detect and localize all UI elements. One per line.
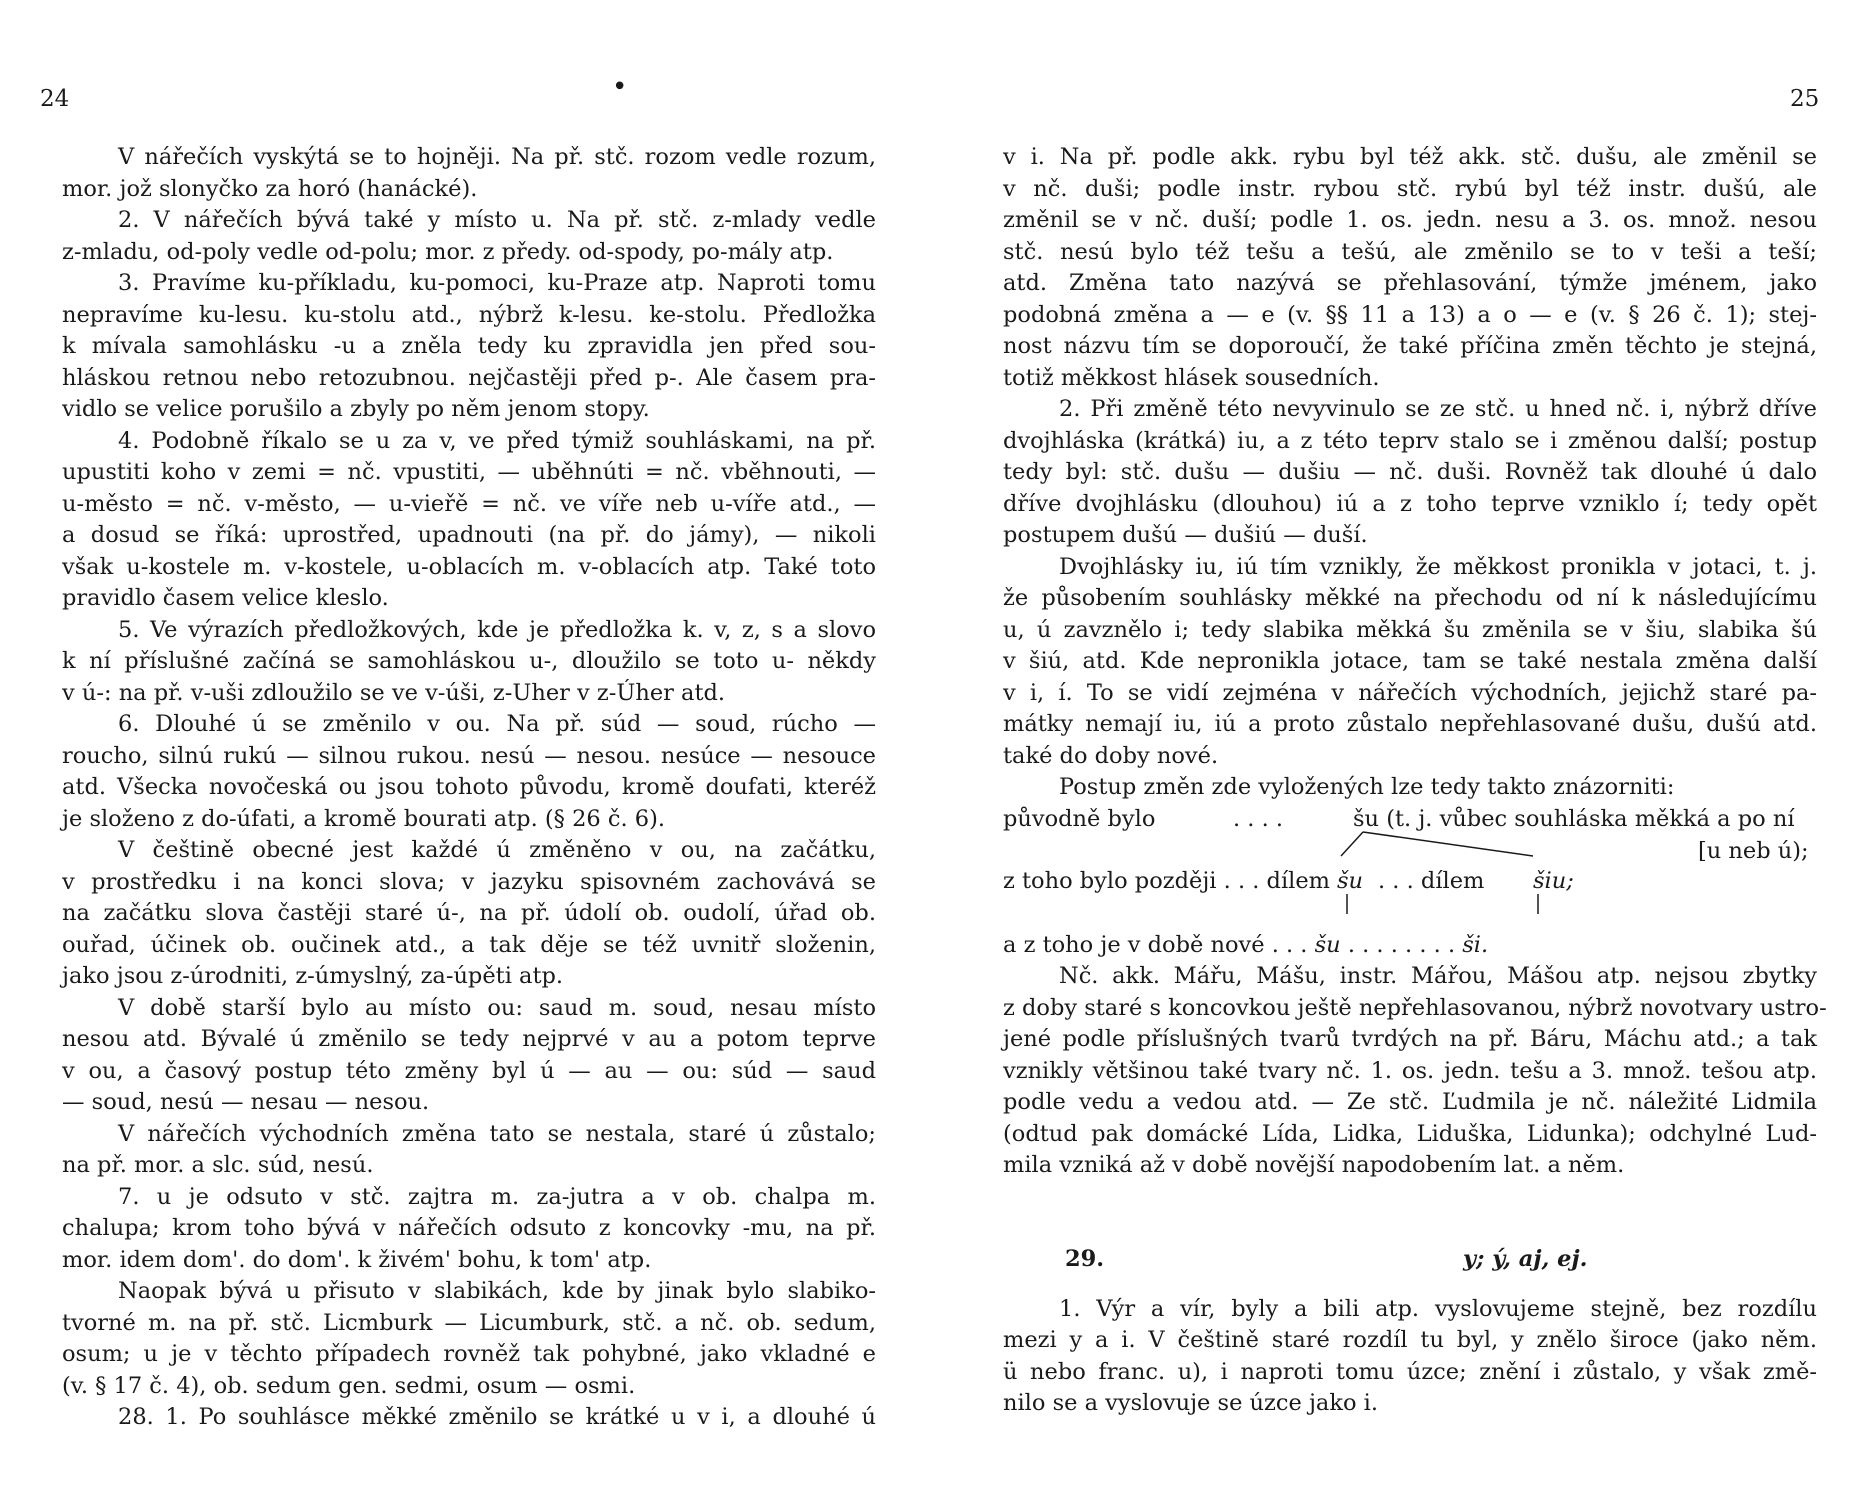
text-line: v ou, a časový postup této změny byl ú — au — ou: súd — saud [62,1057,876,1084]
text-line: upustiti koho v zemi = nč. vpustiti, — uběhnúti = nč. vběhnouti, — [62,459,876,485]
right-page-text [1003,142,1827,1420]
text-line: je složeno z do-úfati, a kromě bourati atp. (§ 26 č. 6). [62,805,666,832]
diagram-row2-label: z toho bylo později . . . dílem [1003,867,1330,894]
text-line: — soud, nesú — nesau — nesou. [62,1089,430,1115]
text-line: 6. Dlouhé ú se změnilo v ou. Na př. súd — soud, rúcho — [118,711,876,737]
text-line: na př. mor. a slc. súd, nesú. [62,1152,374,1178]
text-line: také do doby nové. [1003,742,1219,769]
text-line: mezi y a i. V češtině staré rozdíl tu byl, y znělo široce (jako něm. [1003,1327,1817,1353]
text-line: podle vedu a vedou atd. — Ze stč. Ľudmila je nč. náležité Lidmila [1003,1089,1817,1115]
text-line: v i, í. To se vidí zejména v nářečích východních, jejichž staré pa- [1003,679,1817,706]
text-line: 7. u je odsuto v stč. zajtra m. za-jutra a v ob. chalpa m. [118,1183,876,1210]
text-line: V době starší bylo au místo ou: saud m. soud, nesau místo [118,994,876,1021]
text-line: u-město = nč. v-město, — u-vieřě = nč. ve víře neb u-víře atd., — [62,490,876,517]
text-line: v šiú, atd. Kde nepronikla jotace, tam se také nestala změna další [1003,648,1817,674]
text-line: atd. Změna tato nazývá se přehlasování, týmže jménem, jako [1003,270,1817,296]
text-line: 3. Pravíme ku-příkladu, ku-pomoci, ku-Praze atp. Naproti tomu [118,270,876,296]
text-line: hláskou retnou nebo retozubnou. nejčastěji před p-. Ale časem pra- [62,364,876,391]
diagram-row3-label: a z toho je v době nové . . . [1003,931,1308,958]
text-line: V češtině obecné jest každé ú změněno v ou, na začátku, [118,837,876,863]
text-line: z-mladu, od-poly vedle od-polu; mor. z předy. od-spody, po-mály atp. [62,238,834,265]
page-number-left: 24 [40,86,70,112]
text-line: však u-kostele m. v-kostele, u-oblacích m. v-oblacích atp. Také toto [62,553,876,580]
section-title: y; ý, aj, ej. [1463,1245,1588,1272]
branch-line-right [1363,832,1533,856]
section-gap [1003,1182,1817,1240]
text-line: V nářečích vyskýtá se to hojněji. Na př. stč. rozom vedle rozum, [118,144,876,170]
text-line: nesou atd. Bývalé ú změnilo se tedy nejprvé v au a potom teprve [62,1026,876,1052]
text-line: totiž měkkost hlásek sousedních. [1003,364,1380,391]
text-line: osum; u je v těchto případech rovněž tak pohybné, jako vkladné e [62,1341,876,1367]
text-line: atd. Všecka novočeská ou jsou tohoto původu, kromě doufati, kteréž [62,774,876,800]
diagram-row3-b: ši. [1462,931,1489,958]
text-line: Dvojhlásky iu, iú tím vznikly, že měkkost pronikla v jotaci, t. j. [1059,553,1817,580]
text-line: nilo se a vyslovuje se úzce jako i. [1003,1390,1379,1416]
text-line: 5. Ve výrazích předložkových, kde je předložka k. v, z, s a slovo [118,616,876,643]
text-line: podobná změna a — e (v. §§ 11 a 13) a o — e (v. § 26 č. 1); stej- [1003,301,1817,328]
text-line: a dosud se říká: uprostřed, upadnouti (na př. do jámy), — nikoli [62,522,876,548]
text-line: vidlo se velice porušilo a zbyly po něm jenom stopy. [62,396,650,422]
text-line: postupem dušú — dušiú — duší. [1003,522,1368,548]
text-line: v ú-: na př. v-uši zdloužilo se ve v-úši, z-Uher v z-Úher atd. [62,679,726,706]
text-line: ü nebo franc. u), i naproti tomu úzce; znění i zůstalo, y však změ- [1003,1358,1817,1385]
text-line: stč. nesú bylo též tešu a tešú, ale změnilo se to v teši a teší; [1003,238,1817,265]
text-line: nepravíme ku-lesu. ku-stolu atd., nýbrž k-lesu. ke-stolu. Předložka [62,301,876,328]
text-line: 1. Výr a vír, byly a bili atp. vyslovujeme stejně, bez rozdílu [1059,1295,1817,1322]
diagram-row2-a: šu [1337,867,1364,894]
text-line: mor. idem dom'. do dom'. k živém' bohu, k tom' atp. [62,1246,652,1273]
diagram-row2-mid: . . . dílem [1378,867,1485,894]
text-line: mila vzniká až v době novější napodobením lat. a něm. [1003,1152,1625,1178]
text-line: tvorné m. na př. stč. Licmburk — Licumburk, stč. a nč. ob. sedum, [62,1309,876,1336]
diagram-row3-a: šu [1314,931,1341,958]
text-line: dříve dvojhlásku (dlouhou) iú a z toho teprve vzniklo í; tedy opět [1003,490,1817,517]
text-line: 2. Při změně této nevyvinulo se ze stč. u hned nč. i, nýbrž dříve [1059,396,1817,422]
text-line: k mívala samohlásku -u a zněla tedy ku zpravidla jen před sou- [62,333,876,359]
text-line: jako jsou z-úrodniti, z-úmyslný, za-úpěti atp. [62,963,564,989]
text-line: Naopak bývá u přisuto v slabikách, kde by jinak bylo slabiko- [118,1278,876,1304]
text-line: V nářečích východních změna tato se nestala, staré ú zůstalo; [118,1120,876,1147]
text-line: roucho, silnú rukú — silnou rukou. nesú — nesou. nesúce — nesouce [62,742,876,769]
diagram-row3 [1003,930,1817,962]
page-number-right: 25 [1790,86,1820,112]
text-line: tedy byl: stč. dušu — dušiu — nč. duši. Rovněž tak dlouhé ú dalo [1003,459,1817,485]
text-line: jené podle příslušných tvarů tvrdých na př. Báru, Máchu atd.; a tak [1003,1026,1817,1052]
diagram-row1-text: šu (t. j. vůbec souhláska měkká a po ní [1353,805,1795,832]
text-line: 4. Podobně říkalo se u za v, ve před týmiž souhláskami, na př. [118,427,876,454]
heading-spacer [1003,1280,1817,1294]
text-line: mátky nemají iu, iú a proto zůstalo nepřehlasované dušu, dušú atd. [1003,711,1817,737]
diagram-row1-dots: . . . . [1233,805,1284,832]
text-line: k ní příslušné začíná se samohláskou u-, dloužilo se toto u- někdy [62,648,876,674]
text-line: vznikly většinou také tvary nč. 1. os. jedn. tešu a 3. množ. tešou atp. [1003,1057,1817,1084]
text-line: u, ú zavznělo i; tedy slabika měkká šu změnila se v šiu, slabika šú [1003,616,1817,643]
decorative-dot: • [612,72,628,102]
section-heading [1003,1240,1817,1280]
text-line: Nč. akk. Mářu, Mášu, instr. Mářou, Mášou atp. nejsou zbytky [1059,963,1817,989]
text-line: ouřad, účinek ob. oučinek atd., a tak děje se též uvnitř složenin, [62,931,876,958]
text-line: na začátku slova častěji staré ú-, na př. údolí ob. oudolí, úřad ob. [62,900,876,926]
text-line: změnil se v nč. duší; podle 1. os. jedn. nesu a 3. os. množ. nesou [1003,207,1817,233]
diagram-row1-label: původně bylo [1003,805,1156,832]
text-line: pravidlo časem velice kleslo. [62,585,389,611]
left-page-text [62,142,876,1434]
text-line: v nč. duši; podle instr. rybou stč. rybú byl též instr. dušú, ale [1003,175,1817,202]
text-line: že působením souhlásky měkké na přechodu od ní k následujícímu [1003,585,1817,611]
text-line: mor. jož slonyčko za horó (hanácké). [62,175,478,202]
text-line: v prostředku i na konci slova; v jazyku spisovném zachovává se [62,868,876,895]
text-line: v i. Na př. podle akk. rybu byl též akk. stč. dušu, ale změnil se [1003,144,1817,170]
section-start-line: 28. 1. Po souhlásce měkké změnilo se krátké u v i, a dlouhé ú [118,1404,876,1430]
text-line: nost názvu tím se doporoučí, že také příčina změn těchto je stejná, [1003,333,1817,359]
text-line: dvojhláska (krátká) iu, a z této teprv stalo se i změnou další; postup [1003,427,1817,454]
text-line: Postup změn zde vyložených lze tedy takto znázorniti: [1059,774,1675,800]
text-line: 2. V nářečích bývá také y místo u. Na př. stč. z-mlady vedle [118,207,876,233]
text-line: (odtud pak domácké Lída, Lidka, Liduška, Lidunka); odchylné Lud- [1003,1120,1817,1147]
branch-line-left [1341,832,1363,856]
text-line: chalupa; krom toho bývá v nářečích odsuto z koncovky -mu, na př. [62,1215,876,1241]
diagram-row3-dots: . . . . . . . . [1347,931,1456,958]
text-line: z doby staré s koncovkou ještě nepřehlasovanou, nýbrž novotvary ustro- [1003,994,1827,1021]
diagram-row2-b: šiu; [1533,867,1574,894]
diagram-row1-continuation: [u neb ú); [1698,837,1809,864]
sound-change-diagram [1003,804,1817,930]
section-number: 29. [1065,1245,1105,1272]
text-line: (v. § 17 č. 4), ob. sedum gen. sedmi, osum — osmi. [62,1372,636,1399]
